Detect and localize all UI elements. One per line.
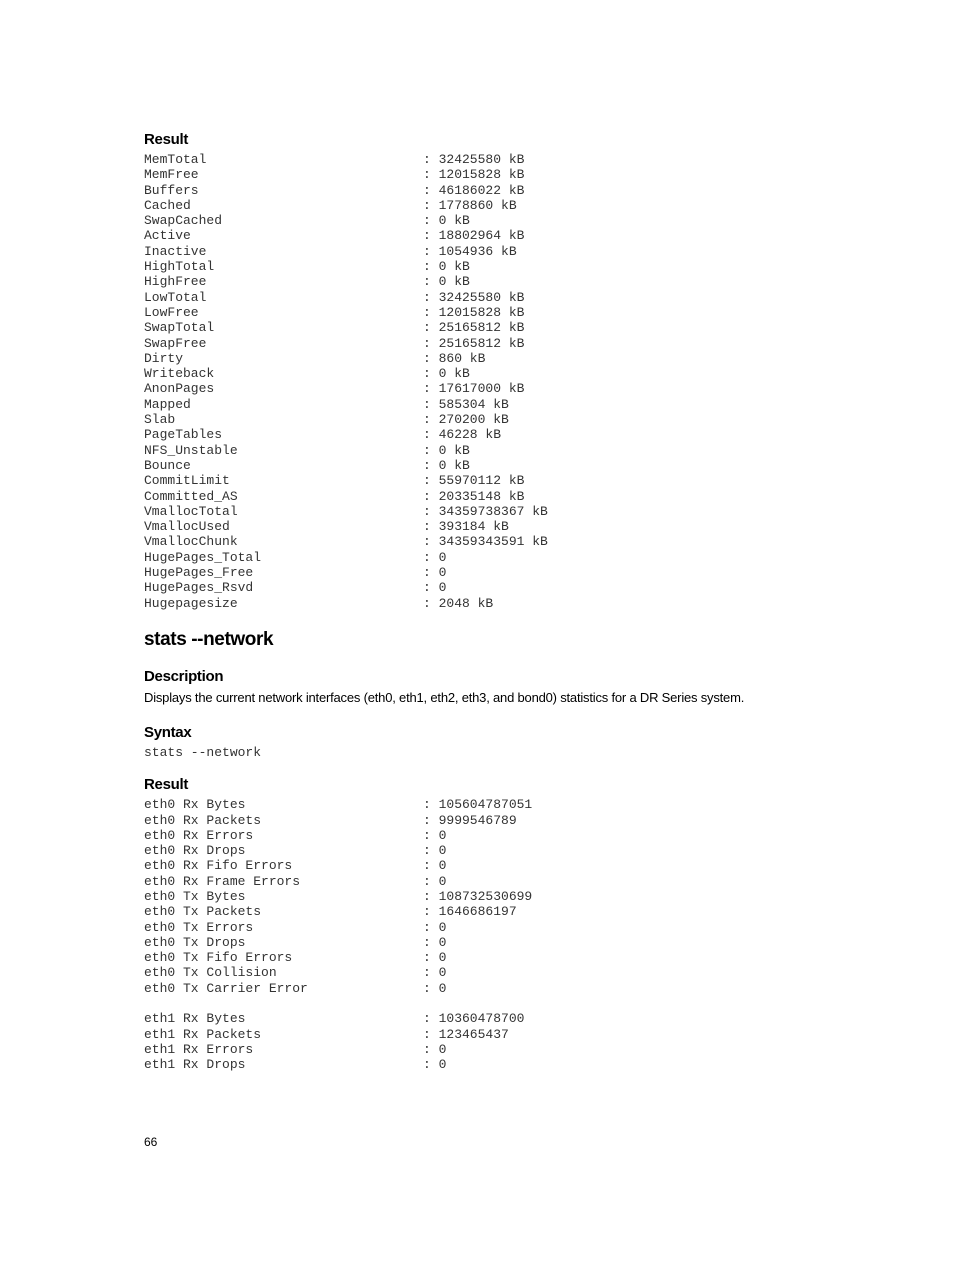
eth0-key: eth0 Rx Errors xyxy=(144,827,254,843)
mem-value: : 1054936 kB xyxy=(423,243,517,259)
mem-key: Bounce xyxy=(144,457,191,473)
mem-value: : 25165812 kB xyxy=(423,335,525,351)
mem-key: HugePages_Total xyxy=(144,549,262,565)
eth0-value: : 9999546789 xyxy=(423,812,517,828)
eth1-value: : 123465437 xyxy=(423,1026,509,1042)
eth0-row xyxy=(144,797,824,812)
mem-row xyxy=(144,534,824,549)
eth0-row xyxy=(144,874,824,889)
mem-row xyxy=(144,397,824,412)
mem-row xyxy=(144,366,824,381)
eth0-row xyxy=(144,935,824,950)
eth1-key: eth1 Rx Bytes xyxy=(144,1011,246,1027)
eth0-row xyxy=(144,981,824,996)
eth0-row xyxy=(144,965,824,980)
mem-key: PageTables xyxy=(144,427,223,443)
mem-key: VmallocChunk xyxy=(144,534,238,550)
mem-row xyxy=(144,351,824,366)
mem-key: Hugepagesize xyxy=(144,595,238,611)
mem-value: : 2048 kB xyxy=(423,595,494,611)
eth0-row xyxy=(144,904,824,919)
eth0-key: eth0 Rx Frame Errors xyxy=(144,873,301,889)
mem-key: SwapFree xyxy=(144,335,207,351)
mem-value: : 46228 kB xyxy=(423,427,502,443)
eth0-value: : 0 xyxy=(423,843,447,859)
mem-value: : 0 xyxy=(423,580,447,596)
mem-row xyxy=(144,183,824,198)
eth1-value: : 10360478700 xyxy=(423,1011,525,1027)
eth0-key: eth0 Rx Drops xyxy=(144,843,246,859)
mem-key: Slab xyxy=(144,412,176,428)
mem-key: HighFree xyxy=(144,274,207,290)
eth0-key: eth0 Tx Carrier Error xyxy=(144,980,308,996)
mem-key: MemTotal xyxy=(144,152,207,167)
eth1-value: : 0 xyxy=(423,1041,447,1057)
eth0-key: eth0 Rx Bytes xyxy=(144,797,246,813)
mem-value: : 0 kB xyxy=(423,274,470,290)
eth0-key: eth0 Rx Fifo Errors xyxy=(144,858,293,874)
eth1-row xyxy=(144,1042,824,1057)
mem-key: HugePages_Free xyxy=(144,565,254,581)
eth0-value: : 108732530699 xyxy=(423,888,533,904)
mem-key: SwapCached xyxy=(144,213,223,229)
eth0-key: eth0 Tx Fifo Errors xyxy=(144,950,293,966)
mem-key: Dirty xyxy=(144,350,184,366)
eth0-row xyxy=(144,950,824,965)
eth1-row xyxy=(144,1027,824,1042)
eth1-key: eth1 Rx Drops xyxy=(144,1057,246,1073)
mem-value: : 12015828 kB xyxy=(423,167,525,183)
eth0-value: : 0 xyxy=(423,827,447,843)
mem-value: : 32425580 kB xyxy=(423,289,525,305)
mem-row xyxy=(144,458,824,473)
mem-key: Inactive xyxy=(144,243,207,259)
eth0-value: : 0 xyxy=(423,950,447,966)
mem-row xyxy=(144,228,824,243)
mem-value: : 34359343591 kB xyxy=(423,534,548,550)
mem-key: NFS_Unstable xyxy=(144,442,238,458)
document-page xyxy=(144,130,824,1073)
mem-key: VmallocUsed xyxy=(144,519,230,535)
blank-line xyxy=(144,996,824,1011)
eth0-key: eth0 Tx Bytes xyxy=(144,888,246,904)
mem-value: : 32425580 kB xyxy=(423,152,525,167)
mem-key: HighTotal xyxy=(144,259,215,275)
description-text: Displays the current network interfaces (eth0, eth1, eth2, eth3, and bond0) statistics for a DR Series system. xyxy=(144,689,745,705)
mem-row xyxy=(144,443,824,458)
eth0-row xyxy=(144,828,824,843)
mem-row xyxy=(144,167,824,182)
mem-row xyxy=(144,596,824,611)
eth0-value: : 0 xyxy=(423,858,447,874)
mem-value: : 393184 kB xyxy=(423,519,509,535)
network-result-block xyxy=(144,797,824,1072)
mem-value: : 17617000 kB xyxy=(423,381,525,397)
mem-row xyxy=(144,565,824,580)
mem-value: : 0 kB xyxy=(423,442,470,458)
mem-row xyxy=(144,504,824,519)
mem-key: LowFree xyxy=(144,304,199,320)
mem-row xyxy=(144,274,824,289)
syntax-command: stats --network xyxy=(144,744,262,760)
eth1-key: eth1 Rx Packets xyxy=(144,1026,262,1042)
mem-row xyxy=(144,244,824,259)
mem-row xyxy=(144,213,824,228)
eth1-value: : 0 xyxy=(423,1057,447,1073)
mem-key: LowTotal xyxy=(144,289,207,305)
eth0-key: eth0 Tx Packets xyxy=(144,904,262,920)
description-heading: Description xyxy=(144,667,224,685)
eth0-row xyxy=(144,813,824,828)
mem-row xyxy=(144,412,824,427)
mem-row xyxy=(144,550,824,565)
mem-value: : 0 kB xyxy=(423,213,470,229)
eth0-key: eth0 Tx Errors xyxy=(144,919,254,935)
mem-value: : 12015828 kB xyxy=(423,304,525,320)
mem-key: AnonPages xyxy=(144,381,215,397)
mem-value: : 0 xyxy=(423,549,447,565)
eth0-key: eth0 Rx Packets xyxy=(144,812,262,828)
mem-row xyxy=(144,305,824,320)
eth0-value: : 0 xyxy=(423,934,447,950)
mem-key: Committed_AS xyxy=(144,488,238,504)
mem-value: : 860 kB xyxy=(423,350,486,366)
network-section-title: stats --network xyxy=(144,628,274,650)
mem-row xyxy=(144,320,824,335)
mem-row xyxy=(144,580,824,595)
mem-value: : 0 kB xyxy=(423,259,470,275)
eth0-value: : 0 xyxy=(423,873,447,889)
mem-key: Mapped xyxy=(144,396,191,412)
mem-row xyxy=(144,198,824,213)
eth1-row xyxy=(144,1057,824,1072)
mem-value: : 0 xyxy=(423,565,447,581)
eth0-row xyxy=(144,858,824,873)
mem-value: : 270200 kB xyxy=(423,412,509,428)
mem-key: VmallocTotal xyxy=(144,503,238,519)
mem-key: Buffers xyxy=(144,182,199,198)
eth0-value: : 0 xyxy=(423,980,447,996)
eth0-key: eth0 Tx Drops xyxy=(144,934,246,950)
eth0-value: : 1646686197 xyxy=(423,904,517,920)
network-result-heading: Result xyxy=(144,776,189,794)
mem-row xyxy=(144,519,824,534)
mem-row xyxy=(144,259,824,274)
mem-key: Cached xyxy=(144,197,191,213)
mem-value: : 25165812 kB xyxy=(423,320,525,336)
page-number: 66 xyxy=(144,1135,158,1149)
mem-value: : 18802964 kB xyxy=(423,228,525,244)
mem-key: Active xyxy=(144,228,191,244)
mem-key: MemFree xyxy=(144,167,199,183)
eth0-value: : 0 xyxy=(423,919,447,935)
mem-key: Writeback xyxy=(144,366,215,382)
mem-row xyxy=(144,152,824,167)
mem-value: : 0 kB xyxy=(423,457,470,473)
mem-result-block xyxy=(144,152,824,611)
eth0-row xyxy=(144,920,824,935)
eth0-value: : 0 xyxy=(423,965,447,981)
mem-key: CommitLimit xyxy=(144,473,230,489)
eth0-value: : 105604787051 xyxy=(423,797,533,813)
mem-value: : 46186022 kB xyxy=(423,182,525,198)
eth1-row xyxy=(144,1011,824,1026)
mem-key: SwapTotal xyxy=(144,320,215,336)
eth1-key: eth1 Rx Errors xyxy=(144,1041,254,1057)
eth0-key: eth0 Tx Collision xyxy=(144,965,277,981)
mem-result-heading: Result xyxy=(144,131,189,148)
mem-row xyxy=(144,489,824,504)
mem-row xyxy=(144,427,824,442)
eth0-row xyxy=(144,889,824,904)
mem-row xyxy=(144,473,824,488)
eth0-row xyxy=(144,843,824,858)
mem-value: : 34359738367 kB xyxy=(423,503,548,519)
mem-value: : 55970112 kB xyxy=(423,473,525,489)
mem-value: : 0 kB xyxy=(423,366,470,382)
mem-key: HugePages_Rsvd xyxy=(144,580,254,596)
mem-row xyxy=(144,381,824,396)
mem-row xyxy=(144,290,824,305)
mem-row xyxy=(144,336,824,351)
syntax-heading: Syntax xyxy=(144,723,192,741)
mem-value: : 20335148 kB xyxy=(423,488,525,504)
mem-value: : 585304 kB xyxy=(423,396,509,412)
mem-value: : 1778860 kB xyxy=(423,197,517,213)
